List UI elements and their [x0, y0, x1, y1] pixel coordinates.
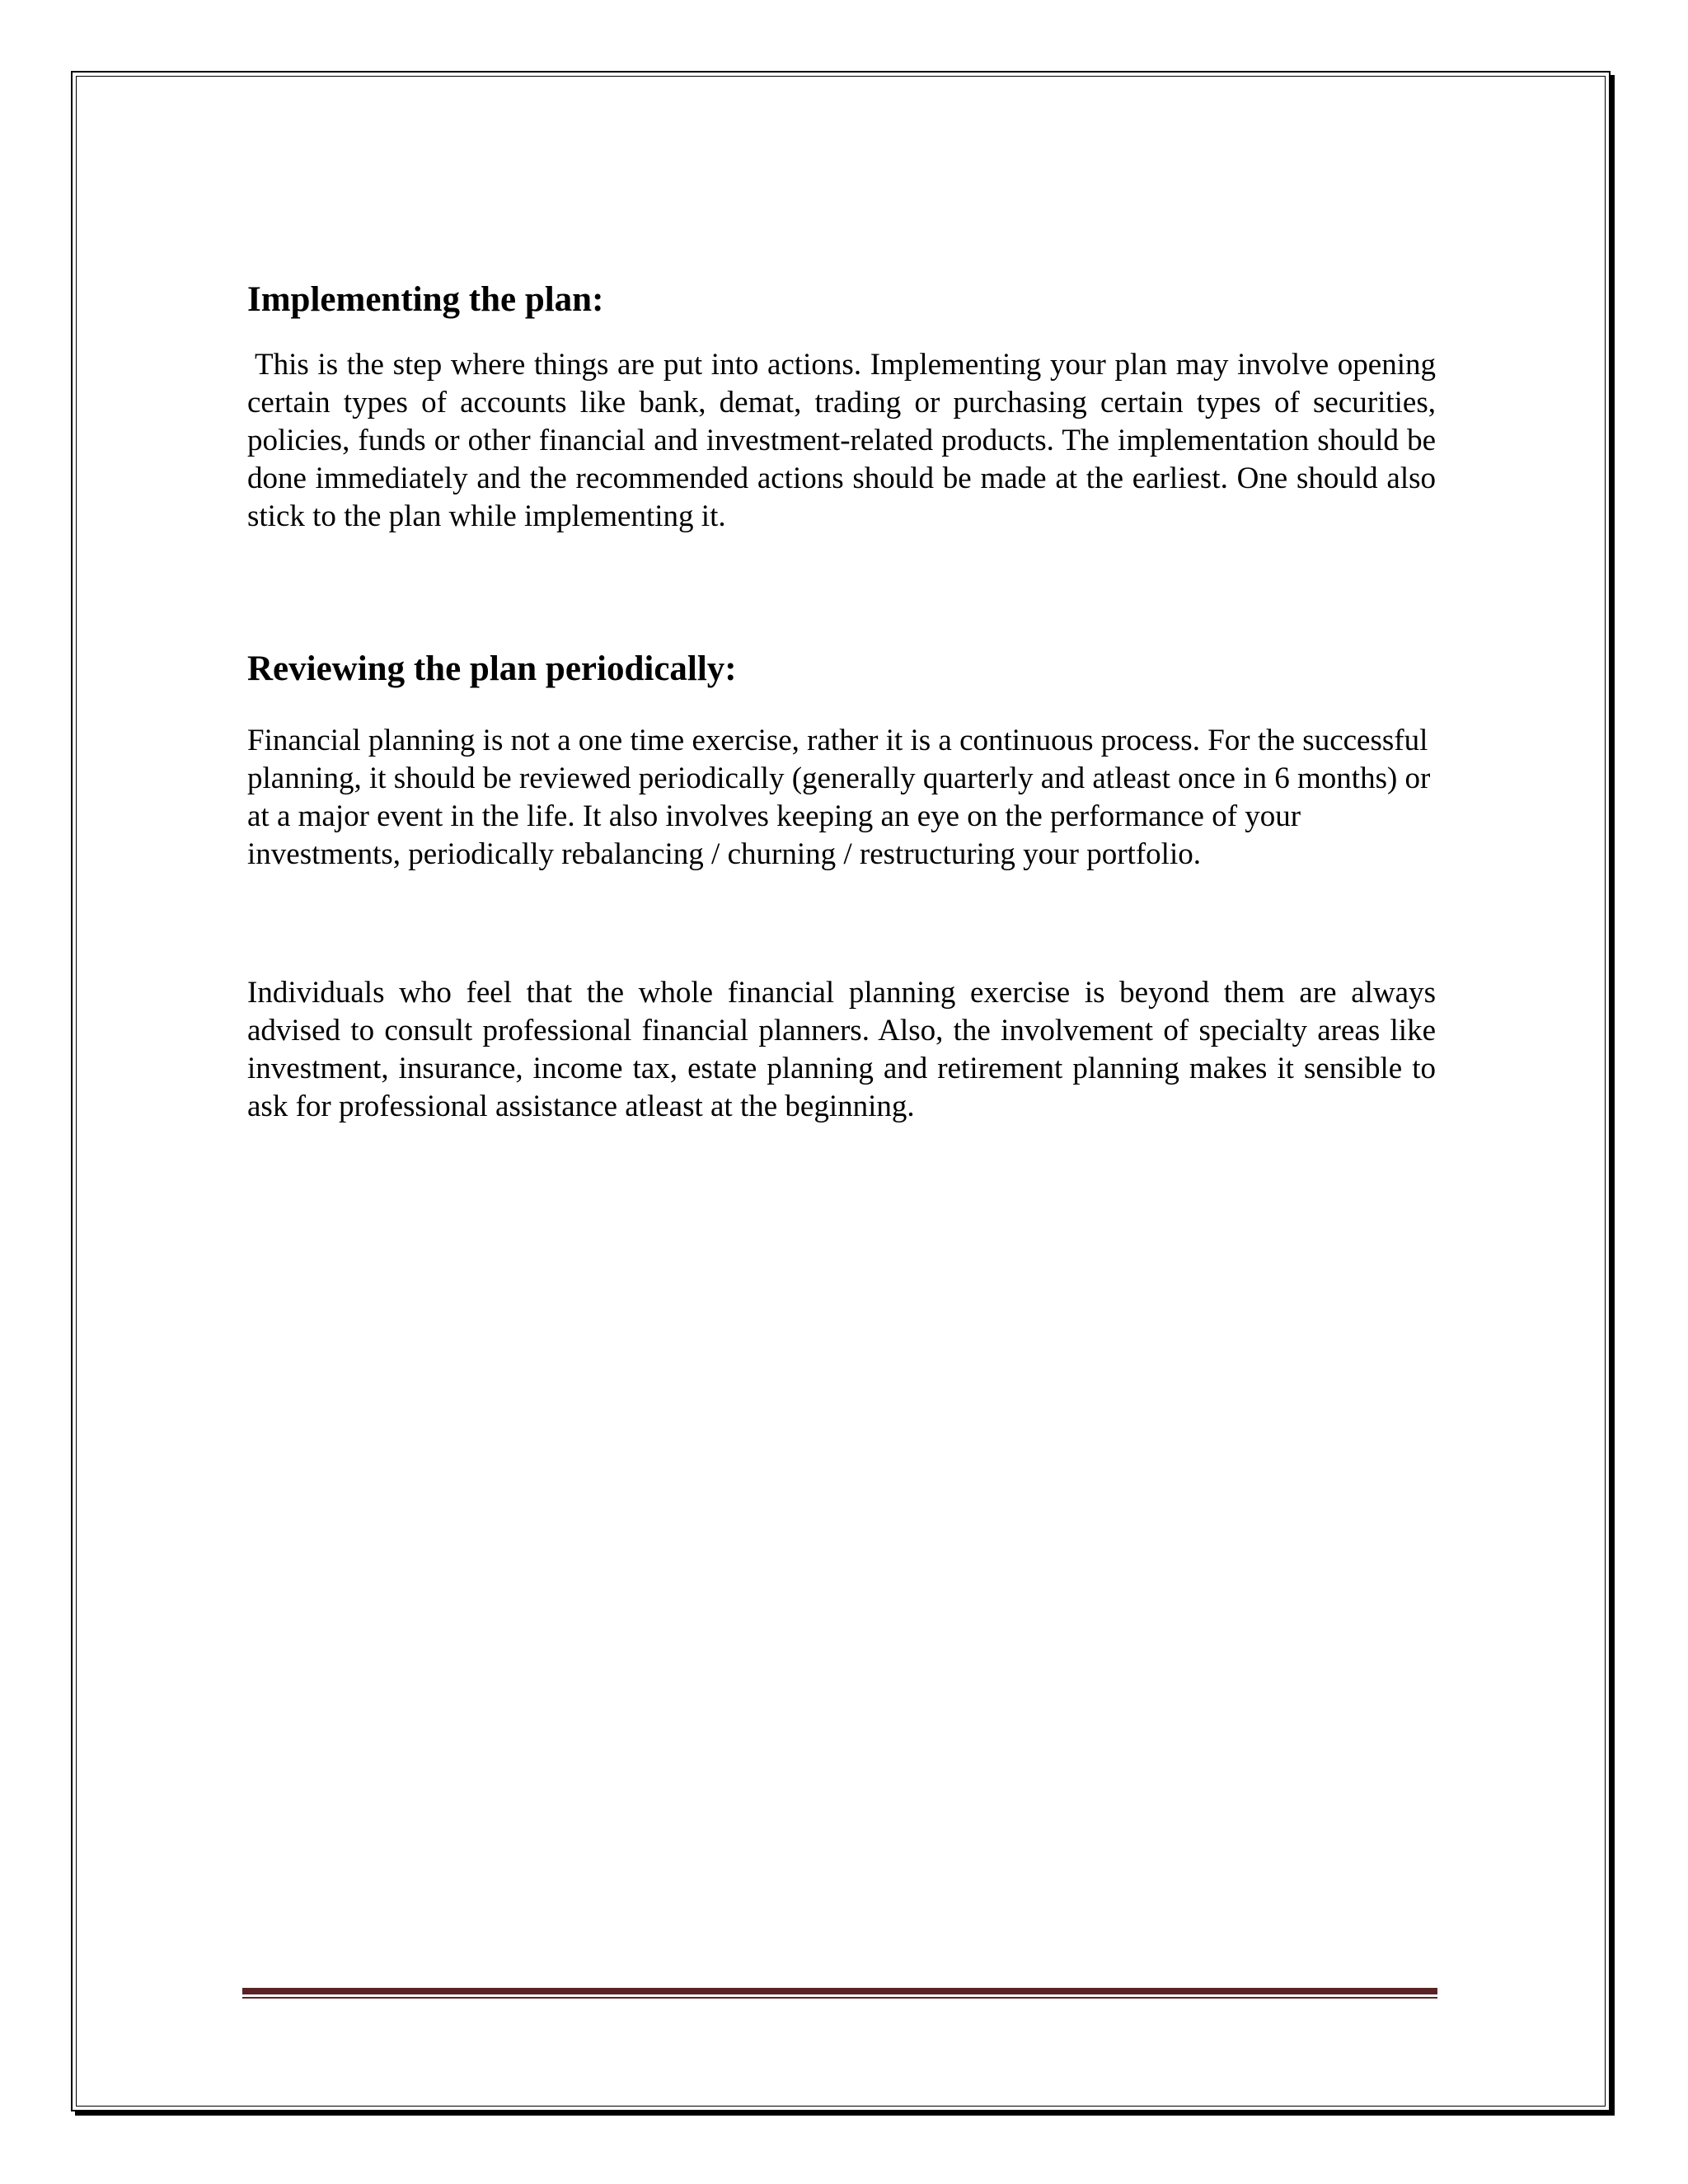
section-heading-implementing: Implementing the plan: — [247, 280, 604, 319]
section-heading-reviewing: Reviewing the plan periodically: — [247, 649, 737, 688]
document-content — [247, 279, 1436, 1126]
section-body-implementing: This is the step where things are put into actions. Implementing your plan may involve opening certain types of accounts like bank, demat, trading or purchasing certain types of securities, policies, funds or other financial and investment-related products. The implementation should be done immediately and the recommended actions should be made at the earliest. One should also stick to the plan while implementing it. — [247, 348, 1436, 533]
section-body-reviewing: Financial planning is not a one time exercise, rather it is a continuous process. For the successful planning, it should be reviewed periodically (generally quarterly and atleast once in 6 months) or at a major event in the life. It also involves keeping an eye on the performance of your investments, periodically rebalancing / churning / restructuring your portfolio. — [247, 724, 1431, 871]
footer-rule-thin — [242, 1997, 1437, 1999]
footer-rule — [242, 1988, 1437, 1994]
section-body-professionals: Individuals who feel that the whole financial planning exercise is beyond them are always advised to consult professional financial planners. Also, the involvement of specialty areas like investment, insurance, income tax, estate planning and retirement planning makes it sensible to ask for professional assistance atleast at the beginning. — [247, 976, 1436, 1123]
